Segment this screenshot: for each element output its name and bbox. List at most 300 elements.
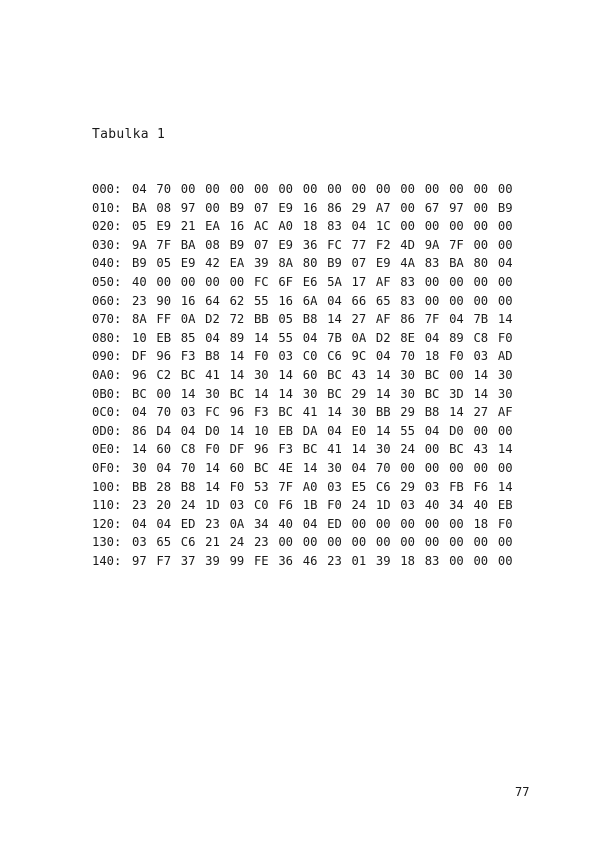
hex-byte: 16 [278, 293, 294, 308]
hex-byte: 04 [424, 330, 440, 345]
hex-byte: 30 [497, 367, 513, 382]
hex-byte: C8 [180, 442, 196, 457]
hex-byte: 04 [302, 516, 318, 531]
hex-byte: 18 [473, 516, 489, 531]
hex-byte: 00 [351, 535, 367, 550]
row-address: 140: [92, 553, 122, 568]
hex-byte: 7B [327, 330, 342, 345]
hex-byte: 30 [327, 460, 342, 475]
hex-byte: F3 [253, 405, 269, 420]
hex-byte: 37 [180, 553, 196, 568]
hex-byte: 39 [375, 553, 391, 568]
hex-byte: 80 [473, 256, 489, 271]
hex-byte: 08 [156, 200, 172, 215]
hex-byte: 00 [424, 219, 440, 234]
hex-byte: 89 [449, 330, 464, 345]
hex-byte: BC [253, 460, 269, 475]
hex-byte: 14 [278, 386, 294, 401]
hex-byte: 27 [473, 405, 489, 420]
hex-byte: 86 [327, 200, 342, 215]
hex-byte: 30 [375, 442, 391, 457]
hex-dump-row [92, 180, 522, 199]
hex-byte: 97 [132, 553, 147, 568]
hex-dump-row [92, 310, 522, 329]
hex-byte: BC [229, 386, 245, 401]
hex-byte: 70 [156, 405, 172, 420]
hex-byte: 67 [424, 200, 440, 215]
hex-byte: 03 [180, 405, 196, 420]
row-bytes [132, 273, 522, 292]
hex-byte: F0 [449, 349, 464, 364]
hex-byte: 14 [180, 386, 196, 401]
hex-byte: 00 [400, 182, 415, 196]
hex-byte: 00 [497, 553, 513, 568]
hex-byte: 03 [327, 479, 342, 494]
hex-byte: 86 [400, 312, 415, 327]
hex-byte: 83 [424, 553, 440, 568]
row-address: 020: [92, 219, 122, 234]
hex-dump-row [92, 496, 522, 515]
hex-byte: 14 [205, 479, 220, 494]
hex-byte: 14 [229, 367, 245, 382]
hex-byte: 27 [351, 312, 367, 327]
hex-byte: 39 [253, 256, 269, 271]
hex-byte: 40 [132, 274, 147, 289]
hex-byte: 24 [351, 498, 367, 513]
hex-byte: 01 [351, 553, 367, 568]
hex-byte: DF [229, 442, 245, 457]
hex-byte: 04 [351, 219, 367, 234]
hex-byte: 62 [229, 293, 245, 308]
hex-byte: D2 [375, 330, 391, 345]
hex-byte: 00 [424, 442, 440, 457]
hex-dump-row [92, 217, 522, 236]
hex-byte: 04 [302, 330, 318, 345]
hex-byte: B8 [302, 312, 318, 327]
row-bytes [132, 217, 522, 236]
hex-byte: 00 [400, 200, 415, 215]
hex-byte: 10 [253, 423, 269, 438]
hex-dump-row [92, 533, 522, 552]
row-bytes [132, 347, 522, 366]
hex-byte: 77 [351, 237, 367, 252]
hex-byte: 00 [375, 535, 391, 550]
hex-byte: 04 [375, 349, 391, 364]
hex-byte: 9C [351, 349, 367, 364]
hex-byte: 34 [253, 516, 269, 531]
hex-byte: 7F [156, 237, 172, 252]
hex-byte: B9 [132, 256, 147, 271]
hex-byte: 9A [424, 237, 440, 252]
hex-byte: BA [132, 200, 147, 215]
hex-byte: 20 [156, 498, 172, 513]
hex-byte: 4E [278, 460, 294, 475]
row-address: 0E0: [92, 442, 122, 457]
hex-byte: 24 [229, 535, 245, 550]
hex-dump-table [92, 180, 522, 570]
hex-byte: 40 [278, 516, 294, 531]
hex-byte: 00 [497, 274, 513, 289]
hex-byte: 00 [400, 535, 415, 550]
hex-byte: AF [375, 312, 391, 327]
hex-byte: E9 [375, 256, 391, 271]
hex-byte: 83 [400, 274, 415, 289]
hex-byte: 00 [473, 274, 489, 289]
hex-byte: 00 [327, 182, 342, 196]
hex-dump-row [92, 440, 522, 459]
hex-byte: 16 [229, 219, 245, 234]
hex-byte: 04 [132, 405, 147, 420]
hex-byte: 55 [400, 423, 415, 438]
hex-byte: 89 [229, 330, 245, 345]
hex-byte: DA [302, 423, 318, 438]
hex-byte: 07 [351, 256, 367, 271]
hex-byte: 14 [497, 479, 513, 494]
hex-byte: 04 [497, 256, 513, 271]
hex-byte: 65 [156, 535, 172, 550]
row-bytes [132, 329, 522, 348]
hex-byte: A7 [375, 200, 391, 215]
hex-byte: 00 [497, 219, 513, 234]
hex-dump-row [92, 236, 522, 255]
hex-byte: 53 [253, 479, 269, 494]
row-address: 070: [92, 312, 122, 327]
hex-byte: 43 [473, 442, 489, 457]
row-bytes [132, 310, 522, 329]
hex-byte: 66 [351, 293, 367, 308]
row-bytes [132, 552, 522, 571]
hex-byte: 41 [327, 442, 342, 457]
hex-byte: 17 [351, 274, 367, 289]
row-bytes [132, 403, 522, 422]
row-bytes [132, 180, 522, 199]
hex-byte: 14 [375, 423, 391, 438]
row-address: 0B0: [92, 386, 122, 401]
hex-byte: 03 [132, 535, 147, 550]
hex-byte: 00 [497, 293, 513, 308]
hex-byte: 00 [205, 182, 220, 196]
hex-byte: 30 [302, 386, 318, 401]
hex-byte: 00 [473, 293, 489, 308]
hex-dump-row [92, 199, 522, 218]
hex-byte: 04 [156, 460, 172, 475]
hex-byte: 14 [327, 312, 342, 327]
hex-byte: 96 [132, 367, 147, 382]
hex-byte: 03 [229, 498, 245, 513]
hex-byte: 80 [302, 256, 318, 271]
hex-byte: 34 [449, 498, 464, 513]
hex-byte: 00 [449, 535, 464, 550]
hex-byte: 14 [132, 442, 147, 457]
hex-byte: 70 [400, 349, 415, 364]
hex-byte: BB [132, 479, 147, 494]
row-bytes [132, 533, 522, 552]
hex-byte: C0 [253, 498, 269, 513]
hex-dump-row [92, 385, 522, 404]
hex-byte: 21 [205, 535, 220, 550]
hex-byte: EB [497, 498, 513, 513]
hex-byte: FB [449, 479, 464, 494]
hex-byte: 18 [424, 349, 440, 364]
hex-byte: 16 [180, 293, 196, 308]
hex-byte: 40 [424, 498, 440, 513]
hex-byte: 3D [449, 386, 464, 401]
hex-byte: 7F [278, 479, 294, 494]
hex-byte: 9A [132, 237, 147, 252]
hex-byte: FC [205, 405, 220, 420]
hex-byte: FF [156, 312, 172, 327]
row-address: 0F0: [92, 460, 122, 475]
hex-byte: 41 [205, 367, 220, 382]
hex-byte: E0 [351, 423, 367, 438]
hex-byte: EA [205, 219, 220, 234]
hex-byte: DF [132, 349, 147, 364]
hex-byte: 1B [302, 498, 318, 513]
hex-byte: F7 [156, 553, 172, 568]
row-address: 030: [92, 237, 122, 252]
hex-byte: 05 [132, 219, 147, 234]
hex-byte: 23 [205, 516, 220, 531]
row-address: 010: [92, 200, 122, 215]
hex-byte: 00 [327, 535, 342, 550]
hex-byte: B9 [229, 237, 245, 252]
hex-byte: 72 [229, 312, 245, 327]
hex-byte: F0 [253, 349, 269, 364]
hex-byte: EB [156, 330, 172, 345]
hex-byte: 23 [253, 535, 269, 550]
hex-byte: 14 [375, 367, 391, 382]
hex-byte: 00 [473, 460, 489, 475]
hex-byte: 00 [449, 516, 464, 531]
hex-byte: 04 [132, 182, 147, 196]
hex-byte: E5 [351, 479, 367, 494]
hex-byte: 55 [278, 330, 294, 345]
hex-byte: 00 [473, 182, 489, 196]
row-bytes [132, 366, 522, 385]
hex-byte: 43 [351, 367, 367, 382]
hex-byte: 14 [497, 312, 513, 327]
hex-byte: BC [327, 386, 342, 401]
hex-byte: 00 [278, 182, 294, 196]
row-address: 110: [92, 498, 122, 513]
hex-byte: F6 [473, 479, 489, 494]
hex-byte: F6 [278, 498, 294, 513]
row-bytes [132, 422, 522, 441]
hex-dump-row [92, 422, 522, 441]
hex-byte: 8E [400, 330, 415, 345]
row-address: 000: [92, 182, 122, 196]
hex-byte: 46 [302, 553, 318, 568]
hex-byte: 03 [278, 349, 294, 364]
hex-byte: 00 [449, 553, 464, 568]
hex-byte: 96 [229, 405, 245, 420]
hex-byte: B9 [229, 200, 245, 215]
hex-byte: F0 [205, 442, 220, 457]
hex-byte: F3 [180, 349, 196, 364]
hex-dump-row [92, 478, 522, 497]
hex-byte: 30 [497, 386, 513, 401]
hex-byte: 0A [229, 516, 245, 531]
hex-byte: ED [180, 516, 196, 531]
hex-byte: 14 [327, 405, 342, 420]
hex-byte: 00 [205, 274, 220, 289]
hex-byte: 29 [400, 405, 415, 420]
hex-byte: 00 [205, 200, 220, 215]
hex-byte: 99 [229, 553, 245, 568]
hex-byte: BA [449, 256, 464, 271]
hex-byte: F2 [375, 237, 391, 252]
hex-byte: E9 [156, 219, 172, 234]
hex-dump-row [92, 459, 522, 478]
hex-byte: 8A [132, 312, 147, 327]
hex-byte: 36 [302, 237, 318, 252]
hex-byte: 18 [400, 553, 415, 568]
hex-byte: D2 [205, 312, 220, 327]
hex-byte: 03 [400, 498, 415, 513]
hex-byte: 30 [132, 460, 147, 475]
hex-byte: 30 [205, 386, 220, 401]
hex-byte: A0 [278, 219, 294, 234]
row-bytes [132, 440, 522, 459]
hex-byte: E6 [302, 274, 318, 289]
hex-byte: BC [278, 405, 294, 420]
hex-byte: 14 [278, 367, 294, 382]
row-bytes [132, 254, 522, 273]
hex-byte: 04 [156, 516, 172, 531]
hex-byte: 14 [351, 442, 367, 457]
hex-byte: 00 [302, 535, 318, 550]
hex-byte: 83 [424, 256, 440, 271]
hex-byte: 4A [400, 256, 415, 271]
hex-byte: F0 [327, 498, 342, 513]
hex-byte: D4 [156, 423, 172, 438]
hex-byte: 83 [400, 293, 415, 308]
hex-byte: 05 [156, 256, 172, 271]
hex-dump-row [92, 273, 522, 292]
hex-byte: 70 [375, 460, 391, 475]
hex-byte: 00 [497, 423, 513, 438]
row-address: 0C0: [92, 405, 122, 420]
hex-byte: B9 [327, 256, 342, 271]
hex-byte: 04 [327, 423, 342, 438]
hex-byte: FC [253, 274, 269, 289]
hex-byte: 14 [229, 349, 245, 364]
row-address: 0D0: [92, 423, 122, 438]
hex-dump-row [92, 292, 522, 311]
hex-byte: 90 [156, 293, 172, 308]
row-bytes [132, 385, 522, 404]
hex-byte: 14 [205, 460, 220, 475]
row-bytes [132, 292, 522, 311]
hex-byte: 14 [375, 386, 391, 401]
row-address: 080: [92, 330, 122, 345]
hex-byte: C2 [156, 367, 172, 382]
hex-byte: 97 [449, 200, 464, 215]
hex-byte: 07 [253, 200, 269, 215]
hex-byte: E9 [278, 200, 294, 215]
hex-byte: 00 [229, 274, 245, 289]
hex-byte: 00 [351, 182, 367, 196]
hex-byte: 00 [497, 182, 513, 196]
hex-byte: 00 [375, 182, 391, 196]
hex-byte: 41 [302, 405, 318, 420]
hex-byte: 04 [180, 423, 196, 438]
hex-byte: 00 [253, 182, 269, 196]
hex-byte: 30 [253, 367, 269, 382]
hex-byte: 7F [424, 312, 440, 327]
hex-dump-row [92, 552, 522, 571]
hex-byte: 7F [449, 237, 464, 252]
hex-byte: 60 [229, 460, 245, 475]
row-address: 050: [92, 274, 122, 289]
hex-byte: C0 [302, 349, 318, 364]
hex-byte: EB [278, 423, 294, 438]
hex-byte: 1C [375, 219, 391, 234]
row-bytes [132, 478, 522, 497]
hex-dump-row [92, 254, 522, 273]
hex-byte: 70 [156, 182, 172, 196]
hex-byte: E9 [180, 256, 196, 271]
hex-byte: D0 [205, 423, 220, 438]
hex-byte: BC [327, 367, 342, 382]
hex-byte: F3 [278, 442, 294, 457]
row-address: 130: [92, 535, 122, 550]
hex-byte: 21 [180, 219, 196, 234]
hex-byte: 30 [400, 367, 415, 382]
hex-byte: 7B [473, 312, 489, 327]
hex-byte: 00 [180, 182, 196, 196]
row-address: 120: [92, 516, 122, 531]
hex-byte: 00 [351, 516, 367, 531]
hex-byte: 1D [205, 498, 220, 513]
row-bytes [132, 459, 522, 478]
hex-byte: 00 [497, 535, 513, 550]
hex-byte: 0A [180, 312, 196, 327]
hex-byte: 00 [449, 293, 464, 308]
hex-byte: 10 [132, 330, 147, 345]
hex-byte: 00 [449, 367, 464, 382]
hex-byte: AF [497, 405, 513, 420]
hex-byte: 4D [400, 237, 415, 252]
hex-byte: B8 [180, 479, 196, 494]
hex-byte: 39 [205, 553, 220, 568]
hex-byte: 00 [156, 274, 172, 289]
hex-byte: 30 [351, 405, 367, 420]
hex-byte: F0 [229, 479, 245, 494]
hex-byte: C8 [473, 330, 489, 345]
hex-byte: 30 [400, 386, 415, 401]
hex-byte: 42 [205, 256, 220, 271]
hex-byte: 24 [400, 442, 415, 457]
hex-byte: BC [449, 442, 464, 457]
hex-byte: 00 [400, 516, 415, 531]
hex-byte: 6F [278, 274, 294, 289]
hex-byte: 00 [424, 516, 440, 531]
hex-byte: B9 [497, 200, 513, 215]
hex-byte: 14 [229, 423, 245, 438]
hex-byte: 14 [302, 460, 318, 475]
hex-byte: 60 [156, 442, 172, 457]
hex-byte: 00 [449, 182, 464, 196]
row-bytes [132, 199, 522, 218]
hex-byte: 18 [302, 219, 318, 234]
hex-byte: AC [253, 219, 269, 234]
hex-byte: 00 [449, 274, 464, 289]
hex-byte: BC [180, 367, 196, 382]
hex-byte: 64 [205, 293, 220, 308]
hex-byte: 23 [132, 498, 147, 513]
hex-byte: 8A [278, 256, 294, 271]
